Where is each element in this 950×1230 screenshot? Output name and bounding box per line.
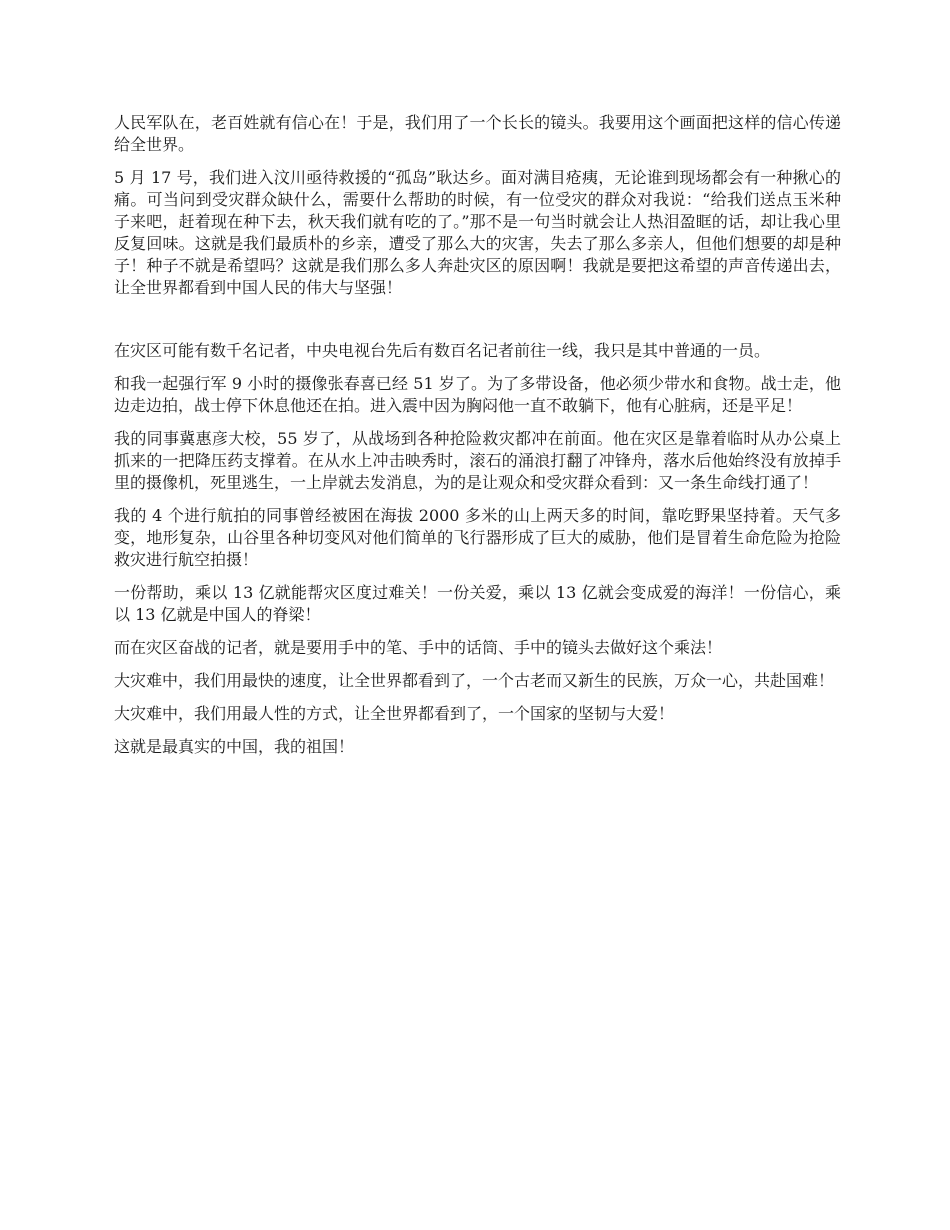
- paragraph-2: 5 月 17 号，我们进入汶川亟待救援的“孤岛”耿达乡。面对满目疮痍，无论谁到现场都会有一种揪心的痛。可当问到受灾群众缺什么，需要什么帮助的时候，有一位受灾的群众对我说：“给我们送点玉米种子来吧，赶着现在种下去，秋天我们就有吃的了。”那不是一句当时就会让人热泪盈眶的话，却让我心里反复回味。这就是我们最质朴的乡亲，遭受了那么大的灾害，失去了那么多亲人，但他们想要的却是种子！种子不就是希望吗？这就是我们那么多人奔赴灾区的原因啊！我就是要把这希望的声音传递出去，让全世界都看到中国人民的伟大与坚强！: [114, 168, 841, 297]
- paragraph-11: 这就是最真实的中国，我的祖国！: [114, 737, 355, 756]
- paragraph-9: 大灾难中，我们用最快的速度，让全世界都看到了，一个古老而又新生的民族，万众一心，共赴国难！: [114, 671, 835, 690]
- paragraph-6: 我的 4 个进行航拍的同事曾经被困在海拔 2000 多米的山上两天多的时间，靠吃野果坚持着。天气多变，地形复杂，山谷里各种切变风对他们简单的飞行器形成了巨大的威胁，他们是冒着生命危险为抢险救灾进行航空拍摄！: [114, 506, 841, 569]
- paragraph-4: 和我一起强行军 9 小时的摄像张春喜已经 51 岁了。为了多带设备，他必须少带水和食物。战士走，他边走边拍，战士停下休息他还在拍。进入震中因为胸闷他一直不敢躺下，他有心脏病，还是平足！: [114, 374, 841, 415]
- paragraph-3: 在灾区可能有数千名记者，中央电视台先后有数百名记者前往一线，我只是其中普通的一员。: [114, 341, 771, 360]
- paragraph-1: 人民军队在，老百姓就有信心在！于是，我们用了一个长长的镜头。我要用这个画面把这样的信心传递给全世界。: [114, 113, 841, 154]
- paragraph-8: 而在灾区奋战的记者，就是要用手中的笔、手中的话筒、手中的镜头去做好这个乘法！: [114, 638, 723, 657]
- section-gap: [114, 310, 841, 340]
- paragraph-10: 大灾难中，我们用最人性的方式，让全世界都看到了，一个国家的坚韧与大爱！: [114, 704, 675, 723]
- paragraph-5: 我的同事冀惠彦大校，55 岁了，从战场到各种抢险救灾都冲在前面。他在灾区是靠着临时从办公桌上抓来的一把降压药支撑着。在从水上冲击映秀时，滚石的涌浪打翻了冲锋舟，落水后他始终没有放掉手里的摄像机，死里逃生，一上岸就去发消息，为的是让观众和受灾群众看到：又一条生命线打通了！: [114, 429, 841, 492]
- paragraph-7: 一份帮助，乘以 13 亿就能帮灾区度过难关！一份关爱，乘以 13 亿就会变成爱的海洋！一份信心，乘以 13 亿就是中国人的脊梁！: [114, 583, 841, 624]
- document-page: [114, 112, 841, 769]
